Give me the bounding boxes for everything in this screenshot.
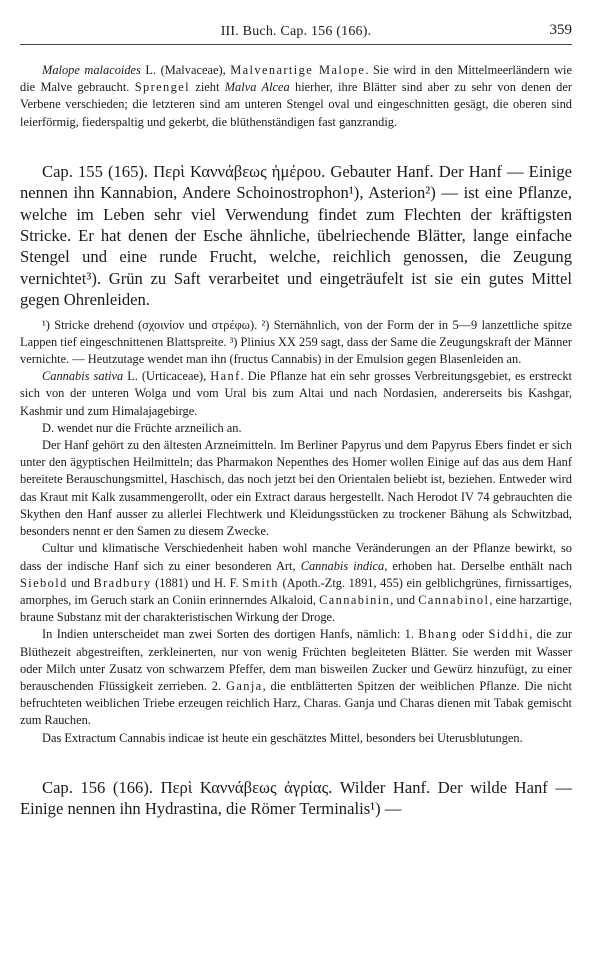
author-name: Sprengel: [134, 80, 190, 95]
text-run: , die entblätterten Spitzen der weiblichen Pflanze. Die nicht befruchteten weiblichen Triebe erzeugen reichlich Harz, Charas. Ganja und Charas dienen mit Tabak gemischt zum Rauchen.: [20, 678, 572, 728]
drug-name: Siddhi: [488, 627, 530, 642]
text-run: , und: [390, 592, 419, 607]
species-reference: Malva Alcea: [224, 80, 290, 95]
extract-paragraph: Das Extractum Cannabis indicae ist heute ein geschätztes Mittel, besonders bei Uterusblutungen.: [42, 730, 523, 745]
compound-name: Cannabinin: [319, 592, 391, 607]
text-run: . Die Pflanze hat ein sehr grosses Verbreitungsgebiet, es erstreckt sich von der unteren Wolga und vom Ural bis zum Altai und nach Nordasien, andererseits bis Kashgar, Kashmir und zum Himalajagebirge.: [20, 369, 573, 418]
text-run: (Apoth.-Ztg. 1891, 455) ein gelblichgrünes, firnissartiges, amorphes, im Geruch stark an Coniin erinnerndes Alkaloid,: [20, 575, 573, 607]
text-run: zieht: [189, 80, 225, 95]
text-run: hierher, ihre Blätter sind aber zu sehr von denen der Verbene verschieden; die letzteren sind am unteren Stengel oval und eingeschnitten gesägt, die oberen sind leierförmig, fiederspaltig und gekerbt, die blüthenständigen fast ganzrandig.: [20, 80, 572, 129]
text-run: oder: [457, 627, 489, 642]
drug-name: Bhang: [418, 627, 458, 642]
page-content: [20, 62, 572, 820]
cap156-main-text: Cap. 156 (166). Περὶ Καννάβεως ἀγρίας. Wilder Hanf. Der wilde Hanf — Einige nennen ihn Hydrastina, die Römer Terminalis¹) —: [20, 777, 572, 819]
running-title: III. Buch. Cap. 156 (166).: [220, 24, 372, 39]
compound-name: Cannabinol: [418, 592, 490, 607]
running-header: [20, 22, 572, 45]
history-paragraph: Der Hanf gehört zu den ältesten Arzneimitteln. Im Berliner Papyrus und dem Papyrus Ebers findet er sich unter den ägyptischen Heilmitteln; das Pharmakon Nepenthes des Homer wollen Einige auf das aus dem Hanf bereitete Berauschungsmittel, Haschisch, das noch jetzt bei den Orientalen beliebt ist, beziehen. Entweder wird das Kraut mit Kalk zusammengerollt, oder ein Extract daraus hergestellt. Nach Herodot IV 74 gebrauchten die Skythen den Hanf ausser zu allerlei Flechtwerk und Kleidungsstücken zu trockener Bähung als Schwitzbad, besonders nennt er den Samen zu diesem Zwecke.: [20, 438, 572, 539]
text-run: (1881) und H. F.: [151, 575, 243, 590]
common-name: Malvenartige Malope: [230, 63, 366, 77]
author-name: Smith: [242, 575, 279, 590]
drug-name: Ganja: [225, 678, 263, 693]
cap155-main-text: Cap. 155 (165). Περὶ Καννάβεως ἡμέρου. Gebauter Hanf. Der Hanf — Einige nennen ihn Kannabion, Andere Schoinostrophon¹), Asterion²) — ist eine Pflanze, welche im Leben sehr viel Verwendung findet zum Flechten der kräftigsten Stricke. Er hat denen der Esche ähnliche, übelriechende Blätter, lange einfache Stengel und eine runde Frucht, welche, reichlich genossen, die Zeugung vernichtet³). Grün zu Saft verarbeitet und eingeträufelt ist sie ein gutes Mittel gegen Ohrenleiden.: [20, 161, 572, 310]
text-run: L. (Malvaceae),: [140, 63, 231, 77]
text-run: und: [67, 575, 94, 590]
species-name: Malope malacoides: [42, 63, 141, 77]
species-name: Cannabis sativa: [42, 369, 124, 384]
text-run: In Indien unterscheidet man zwei Sorten des dortigen Hanfs, nämlich: 1.: [42, 627, 419, 642]
cap155-footnotes: ¹) Stricke drehend (σχοινίον und στρέφω). ²) Sternähnlich, von der Form der in 5—9 lanzettliche spitze Lappen tief eingeschnittenen Blattspreite. ³) Plinius XX 259 sagt, dass der Same die Zeugungskraft der Männer vernichte. — Heutzutage wendet man ihn (fructus Cannabis) in der Emulsion gegen Blasenleiden an.: [20, 317, 572, 367]
page-number: 359: [549, 22, 572, 38]
india-paragraph: [20, 626, 572, 729]
author-name: Siebold: [20, 575, 68, 590]
common-name: Hanf: [210, 369, 241, 384]
author-name: Bradbury: [93, 575, 152, 590]
text-run: , die zur Blüthezeit abgestreiften, zerkleinerten, nur von wenig Früchten begleiteten Blätter. Sie werden mit Wasser oder Milch unter Zusatz von schwarzem Pfeffer, dem man bisweilen Zucker und Gewürz hinzufügt, zu einer berauschenden Flüssigkeit zerrieben. 2.: [20, 627, 572, 693]
text-run: , eine harzartige, braune Substanz mit der charakteristischen Wirkung der Droge.: [20, 592, 572, 625]
text-run: . Sie wird in den Mittelmeerländern wie die Malve gebraucht.: [20, 63, 572, 95]
text-run: Cultur und klimatische Verschiedenheit haben wohl manche Veränderungen an der Pflanze bewirkt, so dass der indische Hanf sich zu einer besonderen Art,: [20, 541, 572, 573]
sativa-paragraph: [20, 368, 572, 420]
text-run: L. (Urticaceae),: [123, 369, 211, 384]
species-name: Cannabis indica: [300, 558, 385, 573]
malope-paragraph: [20, 62, 572, 131]
text-run: , erhoben hat. Derselbe enthält nach: [384, 558, 573, 573]
use-line: D. wendet nur die Früchte arzneilich an.: [42, 420, 242, 435]
indica-paragraph: [20, 540, 572, 626]
